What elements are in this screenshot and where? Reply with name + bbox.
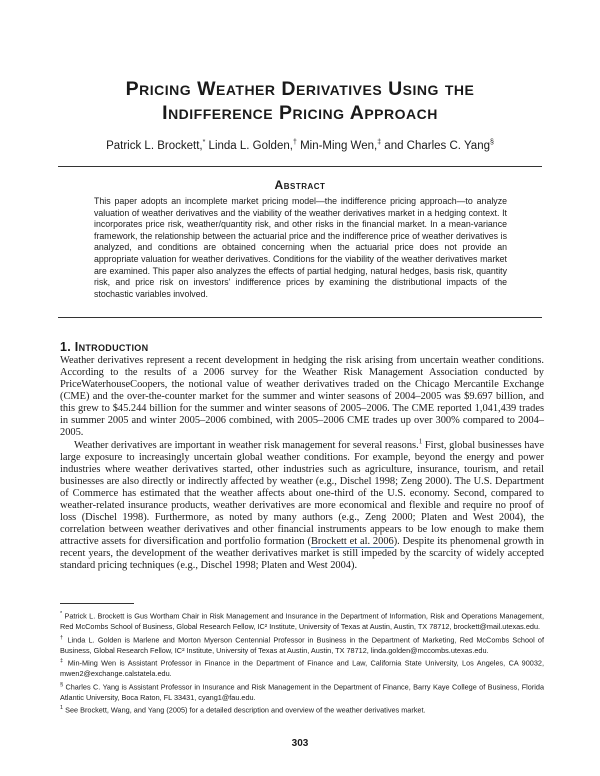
author-1: Patrick L. Brockett,* bbox=[106, 139, 206, 152]
abstract-bottom-rule bbox=[58, 317, 542, 318]
author-4: and Charles C. Yang§ bbox=[384, 139, 494, 152]
footnote-rule bbox=[60, 603, 134, 604]
paper-title-line-1: Pricing Weather Derivatives Using the bbox=[125, 78, 475, 100]
footnote-3: ‡ Min-Ming Wen is Assistant Professor in Finance in the Department of Finance and Law, California State University, Los Angeles, CA 90032, mwen2@exchange.calstatela.edu. bbox=[60, 658, 544, 679]
section-heading: 1. Introduction bbox=[60, 340, 149, 354]
footnotes bbox=[60, 609, 544, 716]
abstract-text: This paper adopts an incomplete market pricing model—the indifference pricing approach—to analyze valuation of weather derivatives and the viability of the weather derivatives market in a hedging context. It incorporates price risk, weather/quantity risk, and other risks in the financial market. In a mean-variance framework, the relationship between the actuarial price and the indifference price of weather derivatives is analyzed, and conditions are obtained concerning when the actuarial price does not provide an appropriate valuation for weather derivatives. Conditions for the viability of the weather derivatives market are examined. This paper also analyzes the effects of partial hedging, natural hedges, basis risk, quantity risk, and price risk on investors' indifference prices by examining the distributional impacts of the stochastic variables involved. bbox=[94, 196, 507, 299]
page-number: 303 bbox=[291, 738, 309, 749]
author-3: Min-Ming Wen,‡ bbox=[300, 139, 382, 152]
abstract-top-rule bbox=[58, 166, 542, 167]
author-list bbox=[40, 136, 560, 153]
footnote-2: † Linda L. Golden is Marlene and Morton Myerson Centennial Professor in Business in the Department of Marketing, Red McCombs School of Business, Global Research Fellow, IC² Institute, University of Texas at Austin, Austin, TX 78712, linda.golden@mccombs.utexas.edu. bbox=[60, 634, 544, 655]
citation-link[interactable]: Brockett et al. 2006 bbox=[310, 536, 394, 548]
footnote-ref-1[interactable]: 1 bbox=[418, 437, 423, 446]
paper-title-line-2: Indifference Pricing Approach bbox=[162, 102, 438, 124]
body-paragraph-1: Weather derivatives represent a recent development in hedging the risk arising from uncertain weather conditions. According to the results of a 2006 survey for the Weather Risk Management Association conducted by PriceWaterhouseCoopers, the notional value of weather derivatives traded on the Chicago Mercantile Exchange (CME) and the over-the-counter market for the summer and winter seasons of 2004–2005 was $9.697 billion, and this grew to $45.244 billion for the summer and winter seasons of 2005–2006. The CME reported 1,041,439 trades in summer 2005 and winter 2005–2006 combined, with 2005–2006 CME trades up over 300% compared to 2004–2005. bbox=[60, 355, 544, 439]
footnote-1: * Patrick L. Brockett is Gus Wortham Chair in Risk Management and Insurance in the Department of Information, Risk and Operations Management, Red McCombs School of Business, Global Research Fellow, IC² Institute, University of Texas at Austin, Austin, TX 78712, brockett@mail.utexas.edu. bbox=[60, 611, 544, 632]
footnote-5: $^1$ See Brockett, Wang, and Yang (2005) for a detailed description and overview of the weather derivatives market. bbox=[60, 705, 426, 715]
abstract-heading: Abstract bbox=[274, 178, 326, 192]
footnote-4: § Charles C. Yang is Assistant Professor in Insurance and Risk Management in the Department of Finance, Barry Kaye College of Business, Florida Atlantic University, Boca Raton, FL 33431, cyang1@fau.edu. bbox=[60, 681, 544, 702]
body-paragraph-2: Weather derivatives are important in weather risk management for several reasons.$^1$ First, global businesses have large exposure to increasingly uncertain global weather conditions. For example, beyond the energy and power industries where weather derivatives started, other industries such as agriculture, insurance, tourism, and retail businesses are also directly or indirectly affected by weather (e.g., Dischel 1998; Zeng 2000). The U.S. Department of Commerce has estimated that the weather affects about one-third of the U.S. economy. Second, compared to weather-related insurance products, weather derivatives are more economical and flexible and require no proof of loss (Dischel 1998). Furthermore, as noted by many authors (e.g., Zeng 2000; Platen and West 2004), the correlation between weather derivatives and other financial instruments appears to be low enough to make them attractive assets for diversification and portfolio formation (Brockett et al. 2006). Despite its phenomenal growth in recent years, the development of the weather derivatives market is still impeded by the scarcity of widely accepted standard pricing techniques (e.g., Dischel 1998; Platen and West 2004). bbox=[60, 437, 544, 572]
author-2: Linda L. Golden,† bbox=[208, 139, 297, 152]
